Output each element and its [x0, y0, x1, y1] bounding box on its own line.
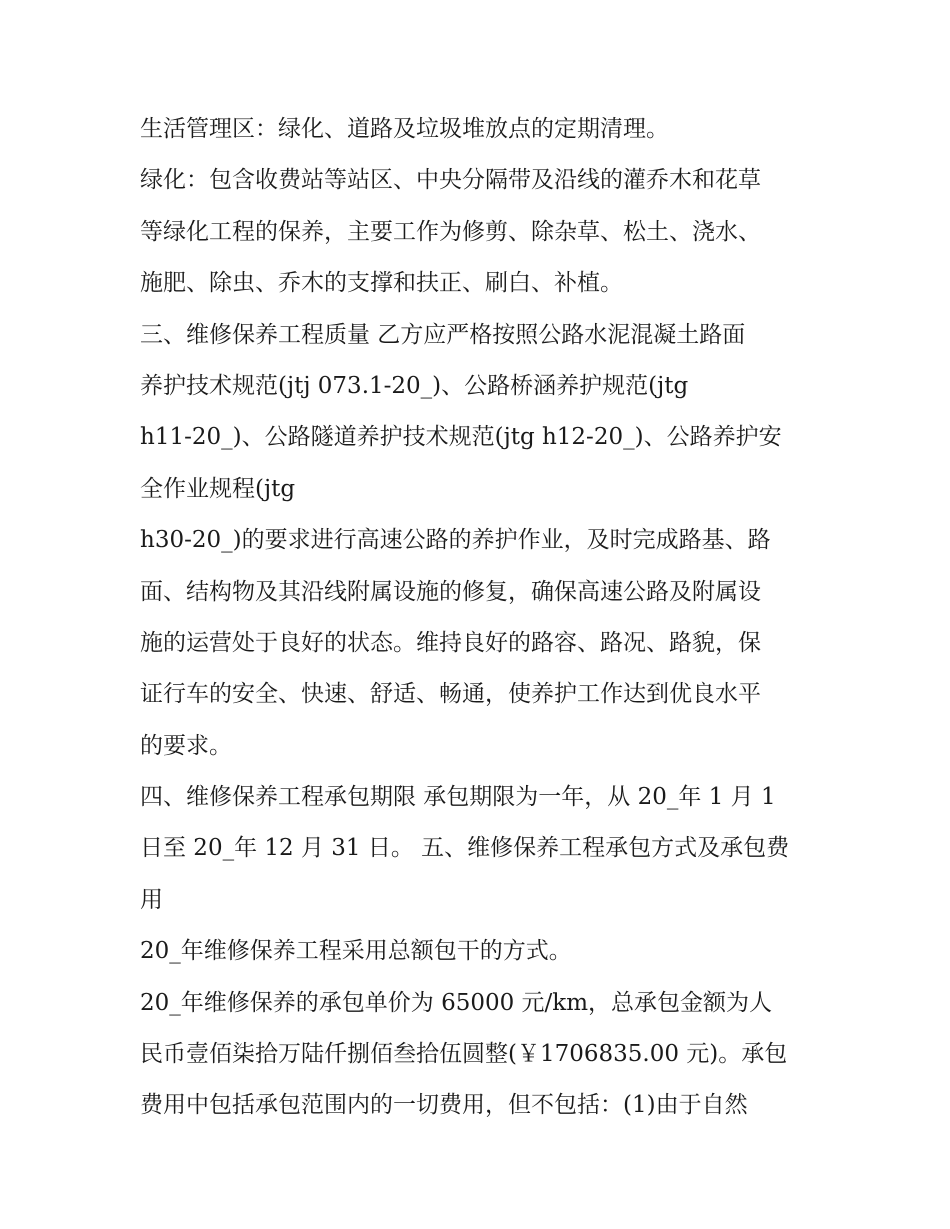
text-line: 施的运营处于良好的状态。维持良好的路容、路况、路貌，保 [140, 629, 761, 656]
text-line: 20_年维修保养工程采用总额包干的方式。 [140, 938, 572, 965]
text-line: 证行车的安全、快速、舒适、畅通，使养护工作达到优良水平 [140, 681, 761, 708]
text-line: 面、结构物及其沿线附属设施的修复，确保高速公路及附属设 [140, 578, 761, 605]
text-line: 的要求。 [140, 732, 232, 759]
text-line: 日至 20_年 12 月 31 日。 五、维修保养工程承包方式及承包费 [140, 835, 790, 862]
text-line: h30-20_)的要求进行高速公路的养护作业，及时完成路基、路 [140, 527, 771, 554]
document-body [140, 104, 820, 1132]
text-line: 费用中包括承包范围内的一切费用，但不包括：(1)由于自然 [140, 1092, 748, 1119]
text-line: 用 [140, 886, 163, 913]
text-line: 等绿化工程的保养，主要工作为修剪、除杂草、松土、浇水、 [140, 218, 761, 245]
text-line: 施肥、除虫、乔木的支撑和扶正、刷白、补植。 [140, 270, 623, 297]
text-line: 绿化：包含收费站等站区、中央分隔带及沿线的灌乔木和花草 [140, 167, 761, 194]
text-line: 四、维修保养工程承包期限 承包期限为一年，从 20_年 1 月 1 [140, 784, 776, 811]
text-line: h11-20_)、公路隧道养护技术规范(jtg h12-20_)、公路养护安 [140, 424, 782, 451]
text-line: 全作业规程(jtg [140, 475, 296, 502]
text-line: 20_年维修保养的承包单价为 65000 元/km，总承包金额为人 [140, 989, 773, 1016]
text-line: 养护技术规范(jtj 073.1-20_)、公路桥涵养护规范(jtg [140, 372, 689, 399]
text-line: 生活管理区：绿化、道路及垃圾堆放点的定期清理。 [140, 116, 669, 142]
text-line: 三、维修保养工程质量 乙方应严格按照公路水泥混凝土路面 [140, 321, 746, 348]
text-line: 民币壹佰柒拾万陆仟捌佰叁拾伍圆整(￥1706835.00 元)。承包 [140, 1041, 788, 1068]
